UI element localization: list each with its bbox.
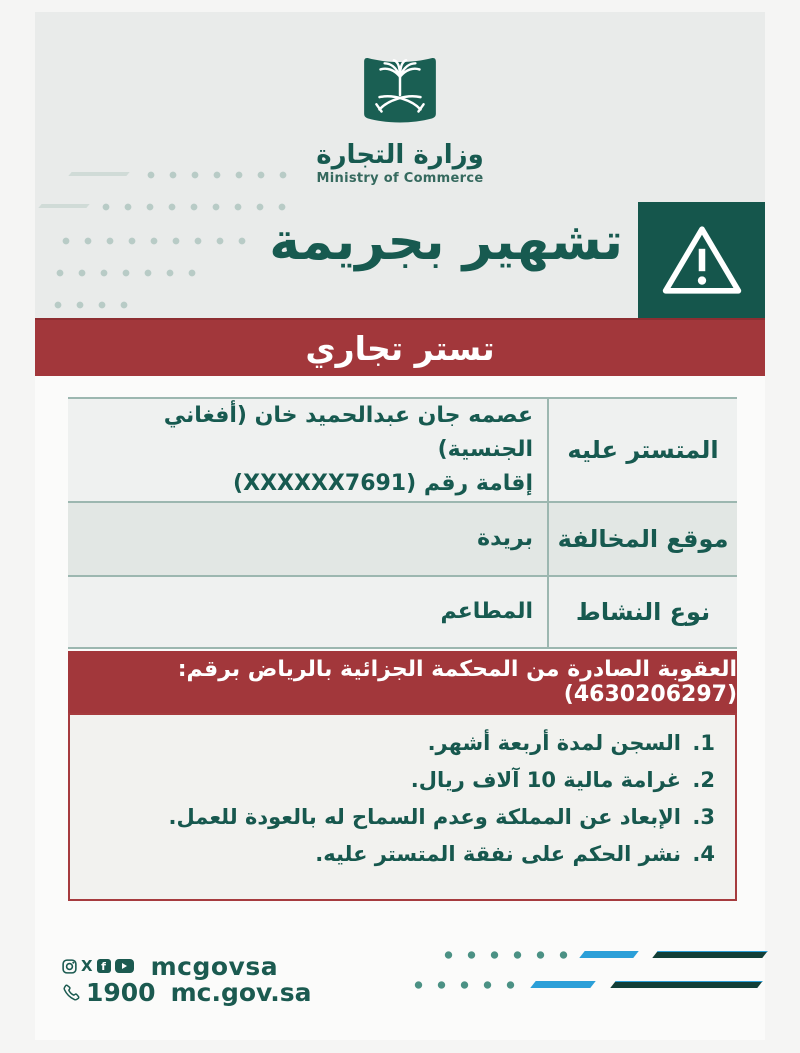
residency-number: إقامة رقم (XXXXXX7691)	[233, 471, 533, 497]
activity-type-value	[68, 577, 547, 647]
footer-contact-block	[62, 953, 312, 1005]
item-number: 2.	[692, 768, 715, 792]
phone-number[interactable]: 1900	[86, 977, 156, 1007]
ministry-name-arabic: وزارة التجارة	[316, 140, 484, 170]
warning-triangle-icon	[660, 222, 744, 298]
social-line	[62, 953, 312, 979]
penalty-item	[86, 768, 715, 792]
concealed-person-value	[68, 399, 547, 501]
website-link[interactable]: mc.gov.sa	[170, 977, 312, 1007]
item-number: 1.	[692, 731, 715, 755]
ministry-name-english: Ministry of Commerce	[316, 171, 484, 186]
x-twitter-icon[interactable]: X	[81, 956, 93, 975]
table-row	[68, 399, 737, 503]
ministry-logo-block	[35, 52, 765, 186]
penalty-item	[86, 731, 715, 755]
table-row	[68, 577, 737, 649]
dash-decoration	[38, 204, 89, 208]
item-number: 4.	[692, 842, 715, 866]
footer-dots-row	[407, 981, 525, 989]
header-section	[35, 12, 765, 318]
dots-pattern	[47, 300, 137, 310]
youtube-icon[interactable]	[115, 959, 134, 973]
activity-text: المطاعم	[440, 598, 533, 624]
footer-blue-bar	[530, 981, 595, 988]
penalty-item	[86, 805, 715, 829]
footer-dark-bar	[610, 981, 762, 988]
dots-pattern	[55, 236, 255, 246]
item-text: غرامة مالية 10 آلاف ريال.	[410, 768, 681, 792]
page-title: تشهير بجريمة	[269, 212, 623, 272]
crime-type-banner: تستر تجاري	[35, 318, 765, 376]
dots-pattern	[95, 202, 295, 212]
dots-pattern	[49, 268, 209, 278]
ministry-of-commerce-logo-icon	[359, 52, 441, 132]
item-number: 3.	[692, 805, 715, 829]
phone-icon	[62, 983, 81, 1002]
facebook-icon[interactable]: f	[97, 959, 111, 973]
concealed-person-label: المتستر عليه	[547, 399, 737, 501]
play-triangle	[122, 963, 127, 969]
social-icons	[62, 956, 134, 975]
penalty-list-box	[68, 713, 737, 901]
warning-badge	[638, 202, 765, 318]
footer-dark-bar	[652, 951, 767, 958]
item-text: السجن لمدة أربعة أشهر.	[427, 731, 681, 755]
penalty-header-banner: العقوبة الصادرة من المحكمة الجزائية بالرياض برقم: (4630206297)	[68, 651, 737, 713]
violation-location-value	[68, 503, 547, 575]
footer-dots-row	[437, 951, 577, 959]
footer-blue-bar	[579, 951, 638, 958]
contact-line	[62, 979, 312, 1005]
activity-type-label: نوع النشاط	[547, 577, 737, 647]
location-text: بريدة	[477, 525, 533, 551]
social-handle[interactable]: mcgovsa	[150, 951, 279, 981]
table-row	[68, 503, 737, 577]
notice-card	[35, 12, 765, 1040]
item-text: نشر الحكم على نفقة المتستر عليه.	[315, 842, 681, 866]
instagram-icon[interactable]	[62, 959, 77, 974]
penalty-item	[86, 842, 715, 866]
item-text: الإبعاد عن المملكة وعدم السماح له بالعودة للعمل.	[168, 805, 681, 829]
details-table	[68, 397, 737, 649]
violation-location-label: موقع المخالفة	[547, 503, 737, 575]
person-name: عصمه جان عبدالحميد خان (أفغاني الجنسية)	[163, 402, 533, 462]
